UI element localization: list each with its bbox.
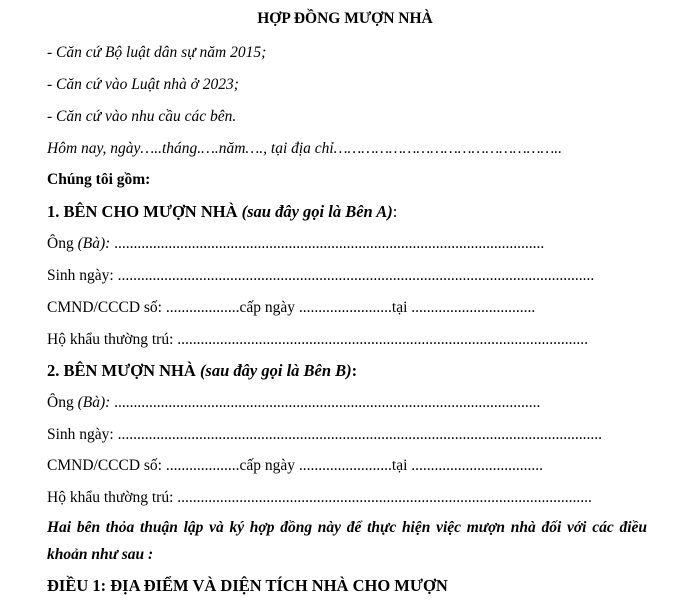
party-a-dob-row xyxy=(47,266,594,286)
party-b-heading-colon: : xyxy=(351,361,358,380)
party-a-issued-field: ........................ xyxy=(298,299,392,316)
party-b-dob-label: Sinh ngày: xyxy=(47,426,114,443)
parties-intro: Chúng tôi gồm: xyxy=(47,171,151,188)
party-a-place-field: ................................ xyxy=(411,299,536,316)
party-a-id-label: CMND/CCCD số: xyxy=(47,299,162,316)
party-b-issued-field: ........................ xyxy=(298,457,392,474)
party-b-name-row xyxy=(47,393,540,413)
party-b-name-label-alt: (Bà): xyxy=(77,394,111,411)
party-b-name-field: .............................................................................................................. xyxy=(114,394,541,411)
party-b-residence-label: Hộ khẩu thường trú: xyxy=(47,489,174,506)
party-b-heading xyxy=(47,361,357,381)
party-a-residence-row xyxy=(47,330,588,350)
party-b-id-label: CMND/CCCD số: xyxy=(47,457,162,474)
party-a-residence-label: Hộ khẩu thường trú: xyxy=(47,331,174,348)
legal-basis-civil-code: - Căn cứ Bộ luật dân sự năm 2015; xyxy=(47,44,267,61)
party-a-residence-field: .......................................................................................................... xyxy=(177,331,589,348)
party-a-dob-field: ........................................................................................................................... xyxy=(117,267,595,284)
party-a-name-row xyxy=(47,234,544,254)
party-b-residence-row xyxy=(47,488,592,508)
party-a-dob-label: Sinh ngày: xyxy=(47,267,114,284)
party-b-heading-text: 2. BÊN MƯỢN NHÀ xyxy=(47,361,196,380)
party-b-name-label: Ông xyxy=(47,394,74,411)
legal-basis-needs: - Căn cứ vào nhu cầu các bên. xyxy=(47,108,237,125)
party-a-name-field: ............................................................................................................... xyxy=(114,235,545,252)
party-b-place-label: tại xyxy=(391,457,408,474)
party-a-issued-label: cấp ngày xyxy=(239,299,296,316)
party-a-heading-text: 1. BÊN CHO MƯỢN NHÀ xyxy=(47,202,238,221)
party-b-dob-field: ............................................................................................................................. xyxy=(117,426,602,443)
party-b-id-row xyxy=(47,456,543,476)
party-a-name-label: Ông xyxy=(47,235,74,252)
agreement-statement: Hai bên thỏa thuận lập và ký hợp đồng này để thực hiện việc mượn nhà đối với các điều khoản như sau : xyxy=(47,519,647,563)
party-b-heading-note: (sau đây gọi là Bên B) xyxy=(199,361,352,380)
party-a-name-label-alt: (Bà): xyxy=(77,235,111,252)
party-a-heading-note: (sau đây gọi là Bên A) xyxy=(241,202,393,221)
party-b-id-field: ................... xyxy=(165,457,240,474)
party-b-place-field: .................................. xyxy=(411,457,544,474)
party-a-id-field: ................... xyxy=(165,299,240,316)
document-title: HỢP ĐỒNG MƯỢN NHÀ xyxy=(257,10,433,27)
party-b-dob-row xyxy=(47,425,602,445)
party-a-place-label: tại xyxy=(391,299,408,316)
party-a-id-row xyxy=(47,298,535,318)
date-location-line: Hôm nay, ngày…..tháng.….năm…., tại địa chỉ………………………………………….. xyxy=(47,140,563,157)
article-1-heading: ĐIỀU 1: ĐỊA ĐIỂM VÀ DIỆN TÍCH NHÀ CHO MƯỢN xyxy=(47,576,448,595)
legal-basis-housing-law: - Căn cứ vào Luật nhà ở 2023; xyxy=(47,76,239,93)
party-b-residence-field: ........................................................................................................... xyxy=(177,489,592,506)
party-a-heading-colon: : xyxy=(392,202,398,221)
party-a-heading xyxy=(47,202,397,222)
party-b-issued-label: cấp ngày xyxy=(239,457,296,474)
